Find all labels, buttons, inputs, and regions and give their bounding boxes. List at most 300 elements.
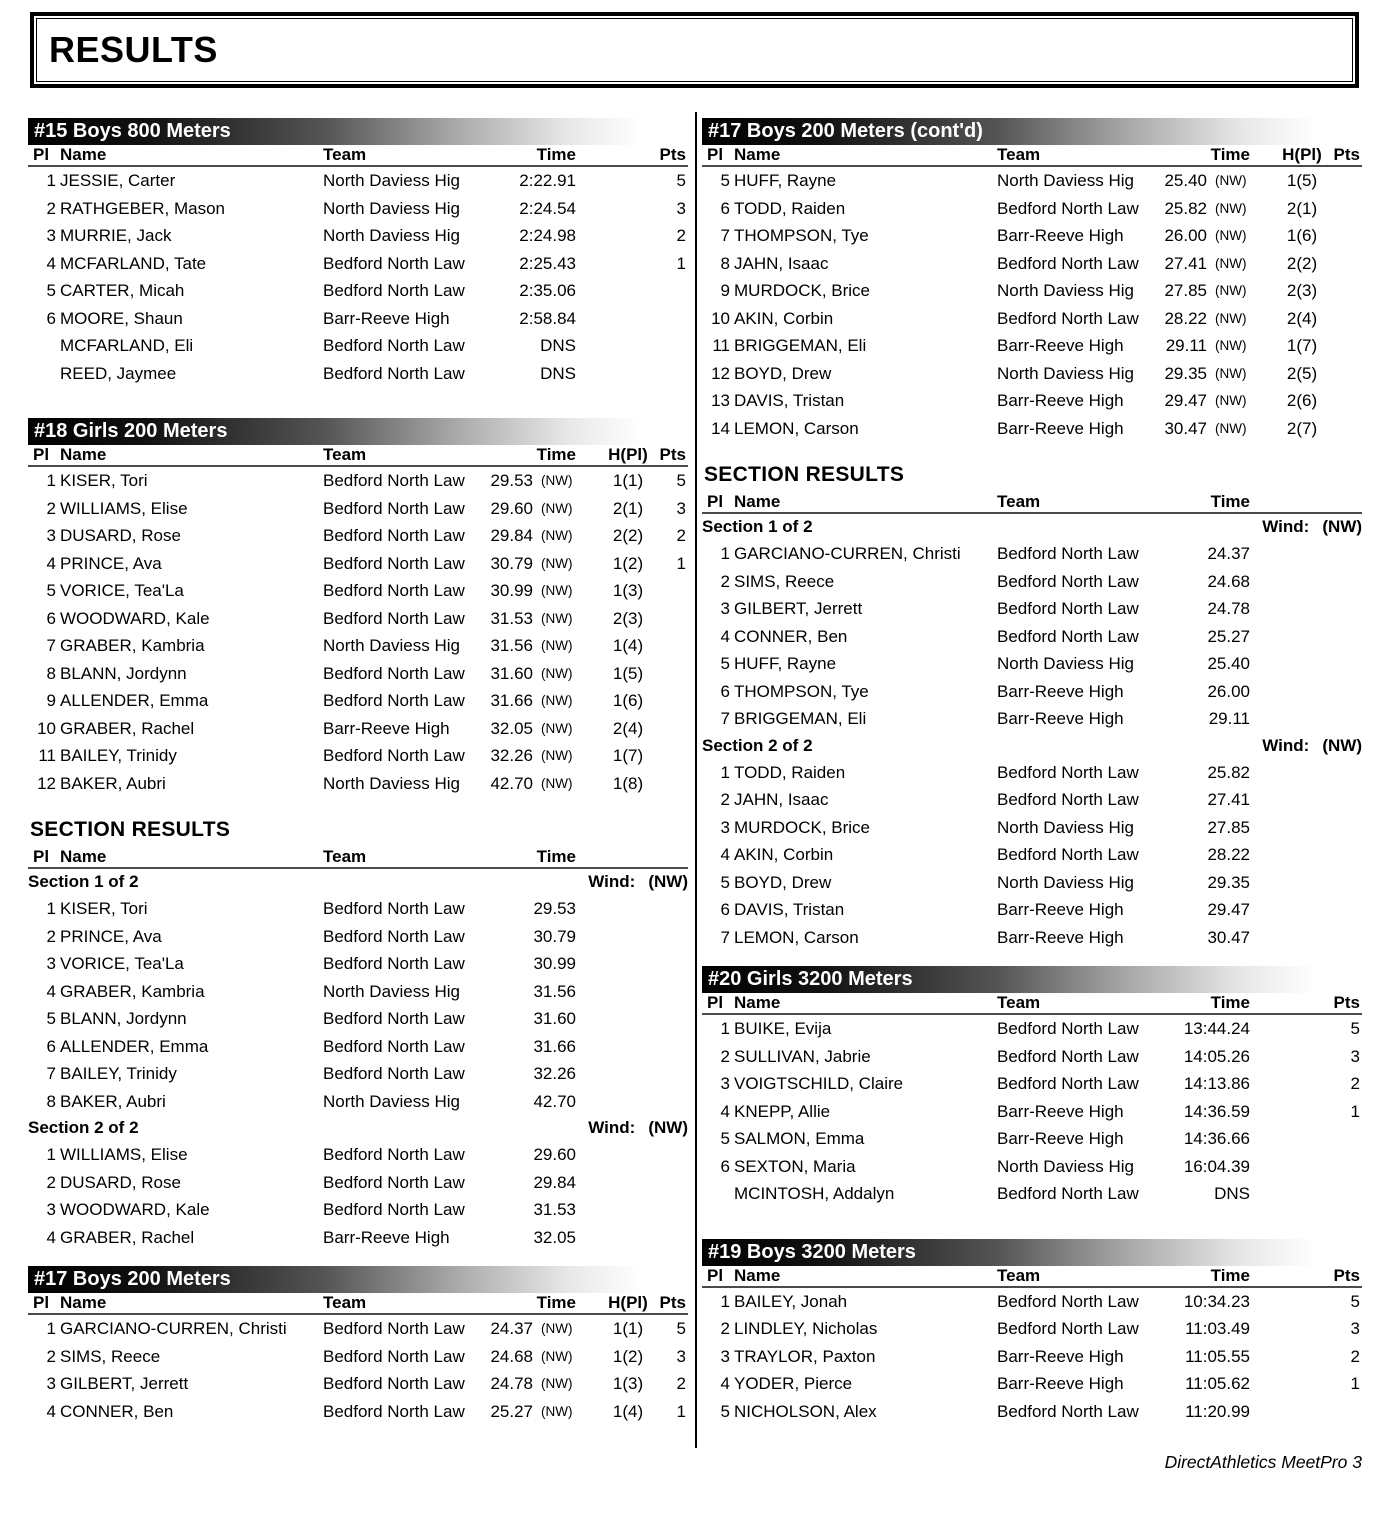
cell-team: Bedford North Law xyxy=(323,1036,465,1056)
cell-team: North Daviess Hig xyxy=(323,773,460,793)
section-result-row xyxy=(28,1196,688,1224)
cell-wind: (NW) xyxy=(1215,200,1247,216)
cell-team: North Daviess Hig xyxy=(997,363,1134,383)
cell-athlete-name: GRABER, Rachel xyxy=(60,718,195,738)
result-row xyxy=(702,1288,1362,1316)
cell-time: 2:25.43 xyxy=(519,253,576,273)
cell-team: Barr-Reeve High xyxy=(997,709,1124,728)
cell-team: North Daviess Hig xyxy=(323,981,460,1001)
cell-team: Bedford North Law xyxy=(323,954,465,973)
cell-place: 6 xyxy=(46,608,56,628)
cell-place: 9 xyxy=(46,691,56,710)
cell-team: Bedford North Law xyxy=(323,1319,465,1338)
cell-wind: (NW) xyxy=(1215,228,1247,243)
cell-team: Barr-Reeve High xyxy=(997,418,1124,438)
cell-time: 28.22 xyxy=(1164,308,1207,328)
cell-time: 29.35 xyxy=(1207,872,1250,892)
cell-team: North Daviess Hig xyxy=(997,654,1134,673)
cell-place: 1 xyxy=(46,171,56,190)
cell-place: 1 xyxy=(46,899,56,918)
cell-time: 31.60 xyxy=(533,1009,576,1028)
result-row xyxy=(28,195,688,223)
cell-time: 14:05.26 xyxy=(1183,1046,1250,1066)
cell-wind: (NW) xyxy=(541,638,573,653)
footer-branding: DirectAthletics MeetPro 3 xyxy=(1164,1452,1362,1472)
cell-wind: (NW) xyxy=(1215,283,1247,298)
result-row xyxy=(702,305,1362,333)
wind-value: (NW) xyxy=(648,872,688,891)
cell-place: 3 xyxy=(46,226,56,245)
cell-time: 32.26 xyxy=(490,746,533,765)
cell-pts: 1 xyxy=(1350,1374,1360,1393)
result-row xyxy=(702,1070,1362,1098)
cell-time: 30.99 xyxy=(490,581,533,600)
column-header-name: Name xyxy=(60,847,107,866)
result-row xyxy=(28,770,688,798)
cell-place: 4 xyxy=(720,845,730,864)
cell-athlete-name: HUFF, Rayne xyxy=(734,171,837,190)
cell-heat-place: 2(3) xyxy=(612,608,644,628)
cell-time: 27.41 xyxy=(1164,253,1207,273)
cell-place: 12 xyxy=(711,363,730,383)
cell-team: Bedford North Law xyxy=(997,1319,1139,1338)
column-header-name: Name xyxy=(734,145,781,164)
cell-place: 8 xyxy=(46,663,56,683)
result-row xyxy=(702,415,1362,443)
cell-wind: (NW) xyxy=(541,1348,573,1364)
cell-athlete-name: JAHN, Isaac xyxy=(734,790,829,809)
wind-value: (NW) xyxy=(648,1118,688,1137)
cell-place: 1 xyxy=(46,471,56,490)
cell-wind: (NW) xyxy=(1215,255,1247,271)
cell-wind: (NW) xyxy=(541,1321,573,1336)
cell-place: 10 xyxy=(711,308,730,328)
cell-time: 30.47 xyxy=(1207,927,1250,947)
cell-wind: (NW) xyxy=(1215,338,1247,353)
cell-wind: (NW) xyxy=(541,555,573,571)
cell-heat-place: 2(6) xyxy=(1286,391,1318,410)
cell-pts: 5 xyxy=(676,1319,686,1338)
cell-athlete-name: BAILEY, Trinidy xyxy=(60,1064,177,1083)
cell-time: 29.60 xyxy=(533,1145,576,1164)
column-header-team: Team xyxy=(997,492,1041,511)
cell-athlete-name: ALLENDER, Emma xyxy=(60,691,209,710)
section-result-row xyxy=(28,1224,688,1252)
cell-time: 29.53 xyxy=(490,471,533,490)
event-table xyxy=(28,418,688,797)
cell-wind: (NW) xyxy=(541,610,573,626)
cell-athlete-name: MOORE, Shaun xyxy=(60,308,183,328)
wind-value: (NW) xyxy=(1322,735,1362,755)
cell-athlete-name: PRINCE, Ava xyxy=(60,926,162,946)
cell-wind: (NW) xyxy=(1215,420,1247,436)
column-header-row xyxy=(28,847,688,869)
cell-team: North Daviess Hig xyxy=(997,171,1134,190)
cell-place: 4 xyxy=(720,1101,730,1121)
cell-athlete-name: GILBERT, Jerrett xyxy=(60,1374,189,1393)
section-result-row xyxy=(28,1060,688,1088)
event-table xyxy=(28,1266,688,1425)
cell-place: 13 xyxy=(711,391,730,410)
cell-time: 25.40 xyxy=(1207,654,1250,673)
column-header-name: Name xyxy=(734,1265,781,1285)
cell-team: Bedford North Law xyxy=(323,526,465,545)
column-header-time: Time xyxy=(536,145,576,164)
column-header-row xyxy=(28,445,688,467)
result-row xyxy=(28,550,688,578)
column-header-pl: Pl xyxy=(33,847,50,866)
cell-time: 29.11 xyxy=(1165,336,1207,355)
cell-place: 1 xyxy=(720,1019,730,1038)
cell-heat-place: 1(7) xyxy=(612,746,644,765)
section-results-title: SECTION RESULTS xyxy=(704,463,905,486)
cell-athlete-name: BAILEY, Trinidy xyxy=(60,746,177,765)
result-row xyxy=(702,1015,1362,1043)
column-divider xyxy=(695,112,697,1448)
cell-time: 2:35.06 xyxy=(519,281,576,300)
result-row xyxy=(28,167,688,195)
result-row xyxy=(702,167,1362,195)
cell-athlete-name: MCFARLAND, Eli xyxy=(60,336,194,355)
cell-time: DNS xyxy=(540,363,576,383)
cell-athlete-name: WOODWARD, Kale xyxy=(60,608,210,628)
column-header-pl: Pl xyxy=(707,492,724,511)
cell-team: Bedford North Law xyxy=(997,544,1139,563)
cell-pts: 3 xyxy=(676,498,686,518)
cell-place: 4 xyxy=(46,553,56,573)
cell-heat-place: 1(6) xyxy=(1286,226,1318,245)
cell-time: 11:03.49 xyxy=(1185,1319,1250,1338)
cell-time: 25.82 xyxy=(1164,198,1207,218)
wind-label: Wind: xyxy=(588,872,636,891)
column-header-row xyxy=(28,1293,688,1315)
column-header-row xyxy=(28,145,688,167)
cell-team: Bedford North Law xyxy=(323,336,465,355)
cell-time: 24.37 xyxy=(1207,544,1250,563)
cell-place: 3 xyxy=(720,1346,730,1366)
cell-athlete-name: RATHGEBER, Mason xyxy=(60,198,226,218)
cell-place: 14 xyxy=(711,418,730,438)
column-header-pl: Pl xyxy=(707,1265,724,1285)
cell-wind: (NW) xyxy=(541,1403,573,1419)
cell-team: North Daviess Hig xyxy=(997,281,1134,300)
result-row xyxy=(28,222,688,250)
cell-team: Bedford North Law xyxy=(997,762,1139,782)
column-header-time: Time xyxy=(1210,993,1250,1012)
cell-athlete-name: VORICE, Tea'La xyxy=(60,581,184,600)
cell-team: Bedford North Law xyxy=(997,626,1139,646)
section-result-row xyxy=(28,1169,688,1197)
result-row xyxy=(28,632,688,660)
cell-team: North Daviess Hig xyxy=(323,1091,460,1111)
cell-team: Bedford North Law xyxy=(323,1346,465,1366)
cell-time: 28.22 xyxy=(1207,845,1250,864)
section-result-row xyxy=(28,1033,688,1061)
cell-place: 4 xyxy=(46,981,56,1001)
cell-heat-place: 2(1) xyxy=(1286,198,1318,218)
cell-wind: (NW) xyxy=(541,583,573,598)
event-table xyxy=(702,966,1362,1208)
cell-team: Bedford North Law xyxy=(997,1074,1139,1093)
result-row xyxy=(702,332,1362,360)
cell-time: 31.60 xyxy=(490,663,533,683)
wind-label: Wind: xyxy=(1262,517,1310,536)
cell-athlete-name: AKIN, Corbin xyxy=(734,845,834,864)
cell-athlete-name: PRINCE, Ava xyxy=(60,553,162,573)
cell-place: 2 xyxy=(46,1172,56,1192)
cell-athlete-name: HUFF, Rayne xyxy=(734,654,837,673)
cell-team: Bedford North Law xyxy=(997,198,1139,218)
cell-athlete-name: BOYD, Drew xyxy=(734,872,832,892)
result-row xyxy=(28,1370,688,1398)
result-row xyxy=(28,1398,688,1426)
cell-place: 6 xyxy=(720,198,730,218)
column-header-heat-place: H(Pl) xyxy=(608,445,648,464)
cell-place: 2 xyxy=(720,790,730,809)
cell-time: 14:36.66 xyxy=(1183,1129,1250,1148)
cell-wind: (NW) xyxy=(541,748,573,763)
cell-athlete-name: THOMPSON, Tye xyxy=(734,681,869,701)
cell-time: 29.84 xyxy=(533,1172,576,1192)
event-title-bar: #19 Boys 3200 Meters xyxy=(702,1239,1362,1266)
cell-place: 4 xyxy=(720,1374,730,1393)
cell-athlete-name: BAILEY, Jonah xyxy=(734,1291,848,1311)
column-header-pts: Pts xyxy=(659,145,686,164)
cell-place: 3 xyxy=(720,599,730,618)
results-title-box-inner xyxy=(36,18,1353,82)
cell-time: 26.00 xyxy=(1164,226,1207,245)
column-header-pts: Pts xyxy=(1333,145,1360,164)
column-header-row xyxy=(702,145,1362,167)
cell-time: 29.35 xyxy=(1164,363,1207,383)
cell-athlete-name: DUSARD, Rose xyxy=(60,526,181,545)
column-header-team: Team xyxy=(997,993,1041,1012)
section-result-row xyxy=(702,786,1362,814)
cell-place: 1 xyxy=(720,1291,730,1311)
cell-time: 31.66 xyxy=(533,1036,576,1056)
cell-team: Bedford North Law xyxy=(997,308,1139,328)
cell-athlete-name: TODD, Raiden xyxy=(734,762,846,782)
cell-team: North Daviess Hig xyxy=(323,198,460,218)
cell-heat-place: 2(7) xyxy=(1286,418,1318,438)
column-header-pts: Pts xyxy=(1333,993,1360,1012)
cell-athlete-name: DUSARD, Rose xyxy=(60,1172,181,1192)
cell-time: 11:05.62 xyxy=(1185,1374,1250,1393)
cell-athlete-name: MCINTOSH, Addalyn xyxy=(734,1184,895,1203)
cell-place: 6 xyxy=(720,900,730,919)
cell-wind: (NW) xyxy=(1215,393,1247,408)
result-row xyxy=(28,1343,688,1371)
cell-place: 7 xyxy=(46,1064,56,1083)
cell-pts: 2 xyxy=(1350,1074,1360,1093)
column-header-heat-place: H(Pl) xyxy=(608,1293,648,1312)
result-row xyxy=(28,577,688,605)
cell-time: 42.70 xyxy=(533,1091,576,1111)
cell-athlete-name: LINDLEY, Nicholas xyxy=(734,1319,878,1338)
cell-wind: (NW) xyxy=(1215,173,1247,188)
cell-place: 4 xyxy=(46,1227,56,1247)
cell-time: 29.47 xyxy=(1164,391,1207,410)
cell-place: 2 xyxy=(46,198,56,218)
section-results-table xyxy=(28,818,688,1251)
cell-team: Barr-Reeve High xyxy=(997,226,1124,245)
cell-time: 31.56 xyxy=(490,636,533,655)
cell-time: 24.68 xyxy=(1207,571,1250,591)
result-row xyxy=(702,1125,1362,1153)
result-row xyxy=(28,467,688,495)
cell-time: 16:04.39 xyxy=(1183,1156,1250,1176)
cell-heat-place: 1(7) xyxy=(1286,336,1318,355)
column-header-pts: Pts xyxy=(659,1293,686,1312)
event-title-bar: #17 Boys 200 Meters xyxy=(28,1266,688,1293)
right-column xyxy=(702,118,1362,1425)
cell-team: Barr-Reeve High xyxy=(323,308,450,328)
section-result-row xyxy=(28,895,688,923)
cell-heat-place: 1(6) xyxy=(612,691,644,710)
section-label: Section 2 of 2 xyxy=(702,735,813,755)
section-result-row xyxy=(28,1141,688,1169)
cell-athlete-name: KISER, Tori xyxy=(60,899,148,918)
cell-athlete-name: CONNER, Ben xyxy=(60,1401,174,1421)
cell-pts: 2 xyxy=(1350,1346,1360,1366)
cell-athlete-name: DAVIS, Tristan xyxy=(734,391,845,410)
cell-team: Bedford North Law xyxy=(323,1145,465,1164)
cell-athlete-name: BRIGGEMAN, Eli xyxy=(734,709,867,728)
cell-place: 11 xyxy=(38,746,56,765)
cell-athlete-name: MURRIE, Jack xyxy=(60,226,172,245)
cell-pts: 5 xyxy=(676,171,686,190)
cell-team: Bedford North Law xyxy=(323,608,465,628)
section-label-row xyxy=(28,869,688,895)
cell-time: 29.84 xyxy=(490,526,533,545)
cell-time: 25.82 xyxy=(1207,762,1250,782)
cell-heat-place: 1(8) xyxy=(612,773,644,793)
cell-athlete-name: GARCIANO-CURREN, Christi xyxy=(734,544,961,563)
result-row xyxy=(702,277,1362,305)
cell-place: 8 xyxy=(720,253,730,273)
result-row xyxy=(28,687,688,715)
cell-time: 24.78 xyxy=(1207,599,1250,618)
cell-wind: (NW) xyxy=(541,665,573,681)
cell-time: 2:22.91 xyxy=(519,171,576,190)
cell-time: 31.53 xyxy=(533,1200,576,1219)
cell-pts: 2 xyxy=(676,526,686,545)
section-results-title: SECTION RESULTS xyxy=(30,818,231,841)
cell-time: 27.85 xyxy=(1164,281,1207,300)
cell-place: 3 xyxy=(46,954,56,973)
cell-heat-place: 2(2) xyxy=(1286,253,1318,273)
section-wind xyxy=(1262,733,1362,759)
cell-wind: (NW) xyxy=(541,528,573,543)
cell-place: 4 xyxy=(46,1401,56,1421)
column-header-pl: Pl xyxy=(33,445,50,464)
cell-place: 5 xyxy=(46,281,56,300)
section-wind xyxy=(588,869,688,895)
section-result-row xyxy=(702,568,1362,596)
cell-athlete-name: MCFARLAND, Tate xyxy=(60,253,207,273)
cell-team: Barr-Reeve High xyxy=(997,927,1124,947)
column-header-name: Name xyxy=(734,492,781,511)
cell-place: 3 xyxy=(46,1374,56,1393)
cell-time: 27.85 xyxy=(1207,817,1250,837)
cell-heat-place: 1(2) xyxy=(612,1346,644,1366)
cell-place: 6 xyxy=(720,1156,730,1176)
results-title-box xyxy=(30,12,1359,88)
column-header-team: Team xyxy=(323,847,367,866)
cell-team: North Daviess Hig xyxy=(997,817,1134,837)
cell-team: Bedford North Law xyxy=(323,1200,465,1219)
cell-team: Barr-Reeve High xyxy=(997,681,1124,701)
cell-time: 14:13.86 xyxy=(1183,1074,1250,1093)
result-row xyxy=(28,277,688,305)
cell-time: 30.47 xyxy=(1164,418,1207,438)
cell-pts: 5 xyxy=(1350,1019,1360,1038)
section-result-row xyxy=(702,814,1362,842)
cell-place: 4 xyxy=(720,626,730,646)
result-row xyxy=(702,1180,1362,1208)
cell-team: North Daviess Hig xyxy=(323,171,460,190)
cell-athlete-name: JAHN, Isaac xyxy=(734,253,829,273)
section-result-row xyxy=(702,759,1362,787)
cell-time: 32.26 xyxy=(533,1064,576,1083)
cell-athlete-name: SIMS, Reece xyxy=(734,571,835,591)
column-header-name: Name xyxy=(734,993,781,1012)
page-title: RESULTS xyxy=(49,29,218,70)
left-column xyxy=(28,118,688,1425)
section-result-row xyxy=(702,650,1362,678)
cell-team: Bedford North Law xyxy=(323,746,465,765)
column-header-pts: Pts xyxy=(659,445,686,464)
cell-athlete-name: REED, Jaymee xyxy=(60,363,177,383)
cell-place: 2 xyxy=(720,571,730,591)
cell-place: 5 xyxy=(720,872,730,892)
column-header-pts: Pts xyxy=(1333,1265,1360,1285)
event-title-bar: #15 Boys 800 Meters xyxy=(28,118,688,145)
cell-team: Bedford North Law xyxy=(323,1172,465,1192)
cell-team: Bedford North Law xyxy=(997,790,1139,809)
cell-team: Barr-Reeve High xyxy=(997,1129,1124,1148)
cell-athlete-name: WILLIAMS, Elise xyxy=(60,498,188,518)
column-header-time: Time xyxy=(1210,1265,1250,1285)
cell-team: Bedford North Law xyxy=(997,1046,1139,1066)
cell-place: 8 xyxy=(46,1091,56,1111)
cell-pts: 2 xyxy=(676,1374,686,1393)
column-header-team: Team xyxy=(323,145,367,164)
cell-place: 1 xyxy=(720,762,730,782)
cell-team: Bedford North Law xyxy=(997,845,1139,864)
result-row xyxy=(702,1315,1362,1343)
cell-pts: 3 xyxy=(676,1346,686,1366)
cell-athlete-name: GILBERT, Jerrett xyxy=(734,599,863,618)
column-header-time: Time xyxy=(536,445,576,464)
cell-team: Bedford North Law xyxy=(323,1064,465,1083)
cell-team: Barr-Reeve High xyxy=(997,1101,1124,1121)
cell-team: Bedford North Law xyxy=(323,926,465,946)
result-row xyxy=(702,222,1362,250)
cell-time: 29.47 xyxy=(1207,900,1250,919)
cell-place: 12 xyxy=(37,773,56,793)
cell-pts: 1 xyxy=(676,253,686,273)
cell-team: Bedford North Law xyxy=(323,498,465,518)
cell-time: 30.99 xyxy=(533,954,576,973)
cell-place: 5 xyxy=(46,1009,56,1028)
cell-athlete-name: BLANN, Jordynn xyxy=(60,1009,187,1028)
cell-time: 25.40 xyxy=(1164,171,1207,190)
section-result-row xyxy=(28,1088,688,1116)
cell-pts: 3 xyxy=(1350,1046,1360,1066)
section-label: Section 1 of 2 xyxy=(28,872,139,891)
result-row xyxy=(28,250,688,278)
